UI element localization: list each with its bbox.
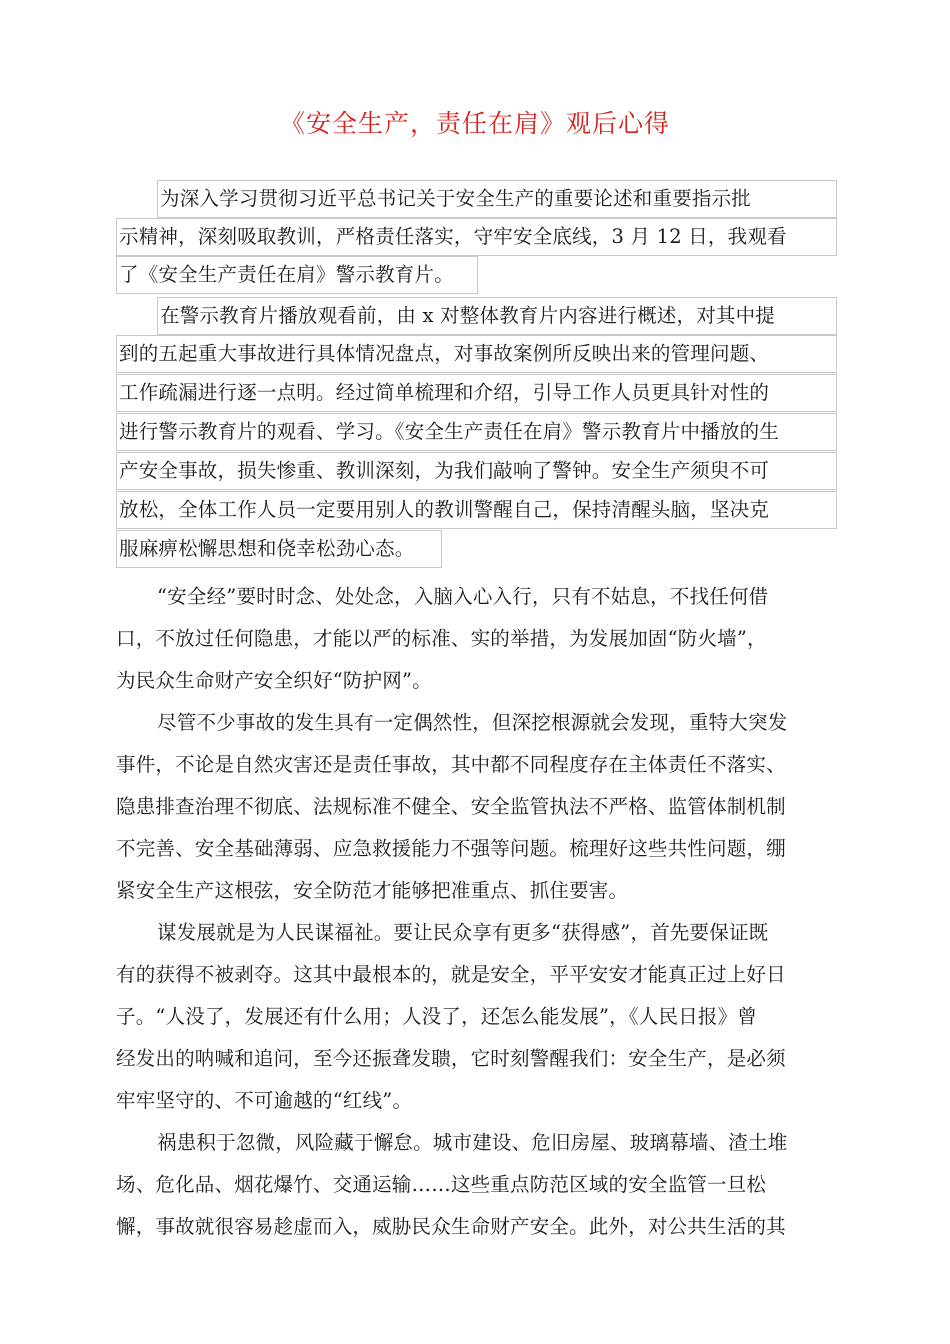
paragraph-4-line-4: 不完善、安全基础薄弱、应急救援能力不强等问题。梳理好这些共性问题，绷 — [116, 837, 786, 860]
paragraph-2-line-7: 服麻痹松懈思想和侥幸松劲心态。 — [116, 530, 442, 568]
paragraph-3-line-3: 为民众生命财产安全织好“防护网”。 — [116, 669, 432, 692]
paragraph-2-line-1: 在警示教育片播放观看前，由 x 对整体教育片内容进行概述，对其中提 — [157, 297, 837, 335]
paragraph-2-line-4: 进行警示教育片的观看、学习。《安全生产责任在肩》警示教育片中播放的生 — [116, 413, 837, 451]
paragraph-2-line-6: 放松，全体工作人员一定要用别人的教训警醒自己，保持清醒头脑，坚决克 — [116, 491, 837, 529]
paragraph-1-line-2: 示精神，深刻吸取教训，严格责任落实，守牢安全底线，3 月 12 日，我观看 — [116, 218, 837, 256]
paragraph-3-line-2: 口，不放过任何隐患，才能以严的标准、实的举措，为发展加固“防火墙”， — [116, 627, 767, 650]
paragraph-5-line-3: 子。“人没了，发展还有什么用；人没了，还怎么能发展”，《人民日报》曾 — [116, 1005, 757, 1028]
paragraph-1-line-3: 了《安全生产责任在肩》警示教育片。 — [116, 256, 478, 294]
paragraph-5-line-1: 谋发展就是为人民谋福祉。要让民众享有更多“获得感”，首先要保证既 — [157, 921, 769, 944]
paragraph-6-line-1: 祸患积于忽微，风险藏于懈怠。城市建设、危旧房屋、玻璃幕墙、渣土堆 — [157, 1131, 788, 1154]
paragraph-4-line-3: 隐患排查治理不彻底、法规标准不健全、安全监管执法不严格、监管体制机制 — [116, 795, 786, 818]
paragraph-5-line-4: 经发出的呐喊和追问，至今还振聋发聩，它时刻警醒我们：安全生产，是必须 — [116, 1047, 786, 1070]
paragraph-4-line-2: 事件，不论是自然灾害还是责任事故，其中都不同程度存在主体责任不落实、 — [116, 753, 786, 776]
document-title: 《安全生产，责任在肩》观后心得 — [279, 109, 670, 138]
paragraph-2-line-3: 工作疏漏进行逐一点明。经过简单梳理和介绍，引导工作人员更具针对性的 — [116, 374, 837, 412]
paragraph-2-line-5: 产安全事故，损失惨重、教训深刻，为我们敲响了警钟。安全生产须臾不可 — [116, 452, 837, 490]
paragraph-4-line-1: 尽管不少事故的发生具有一定偶然性，但深挖根源就会发现，重特大突发 — [157, 711, 788, 734]
paragraph-6-line-3: 懈，事故就很容易趁虚而入，威胁民众生命财产安全。此外，对公共生活的其 — [116, 1215, 786, 1238]
paragraph-2-line-2: 到的五起重大事故进行具体情况盘点，对事故案例所反映出来的管理问题、 — [116, 335, 837, 373]
paragraph-1-line-1: 为深入学习贯彻习近平总书记关于安全生产的重要论述和重要指示批 — [157, 180, 837, 218]
paragraph-5-line-2: 有的获得不被剥夺。这其中最根本的，就是安全，平平安安才能真正过上好日 — [116, 963, 786, 986]
paragraph-4-line-5: 紧安全生产这根弦，安全防范才能够把准重点、抓住要害。 — [116, 879, 629, 902]
paragraph-6-line-2: 场、危化品、烟花爆竹、交通运输……这些重点防范区域的安全监管一旦松 — [116, 1173, 767, 1196]
paragraph-5-line-5: 牢牢坚守的、不可逾越的“红线”。 — [116, 1089, 413, 1112]
paragraph-3-line-1: “安全经”要时时念、处处念，入脑入心入行，只有不姑息，不找任何借 — [157, 585, 769, 608]
